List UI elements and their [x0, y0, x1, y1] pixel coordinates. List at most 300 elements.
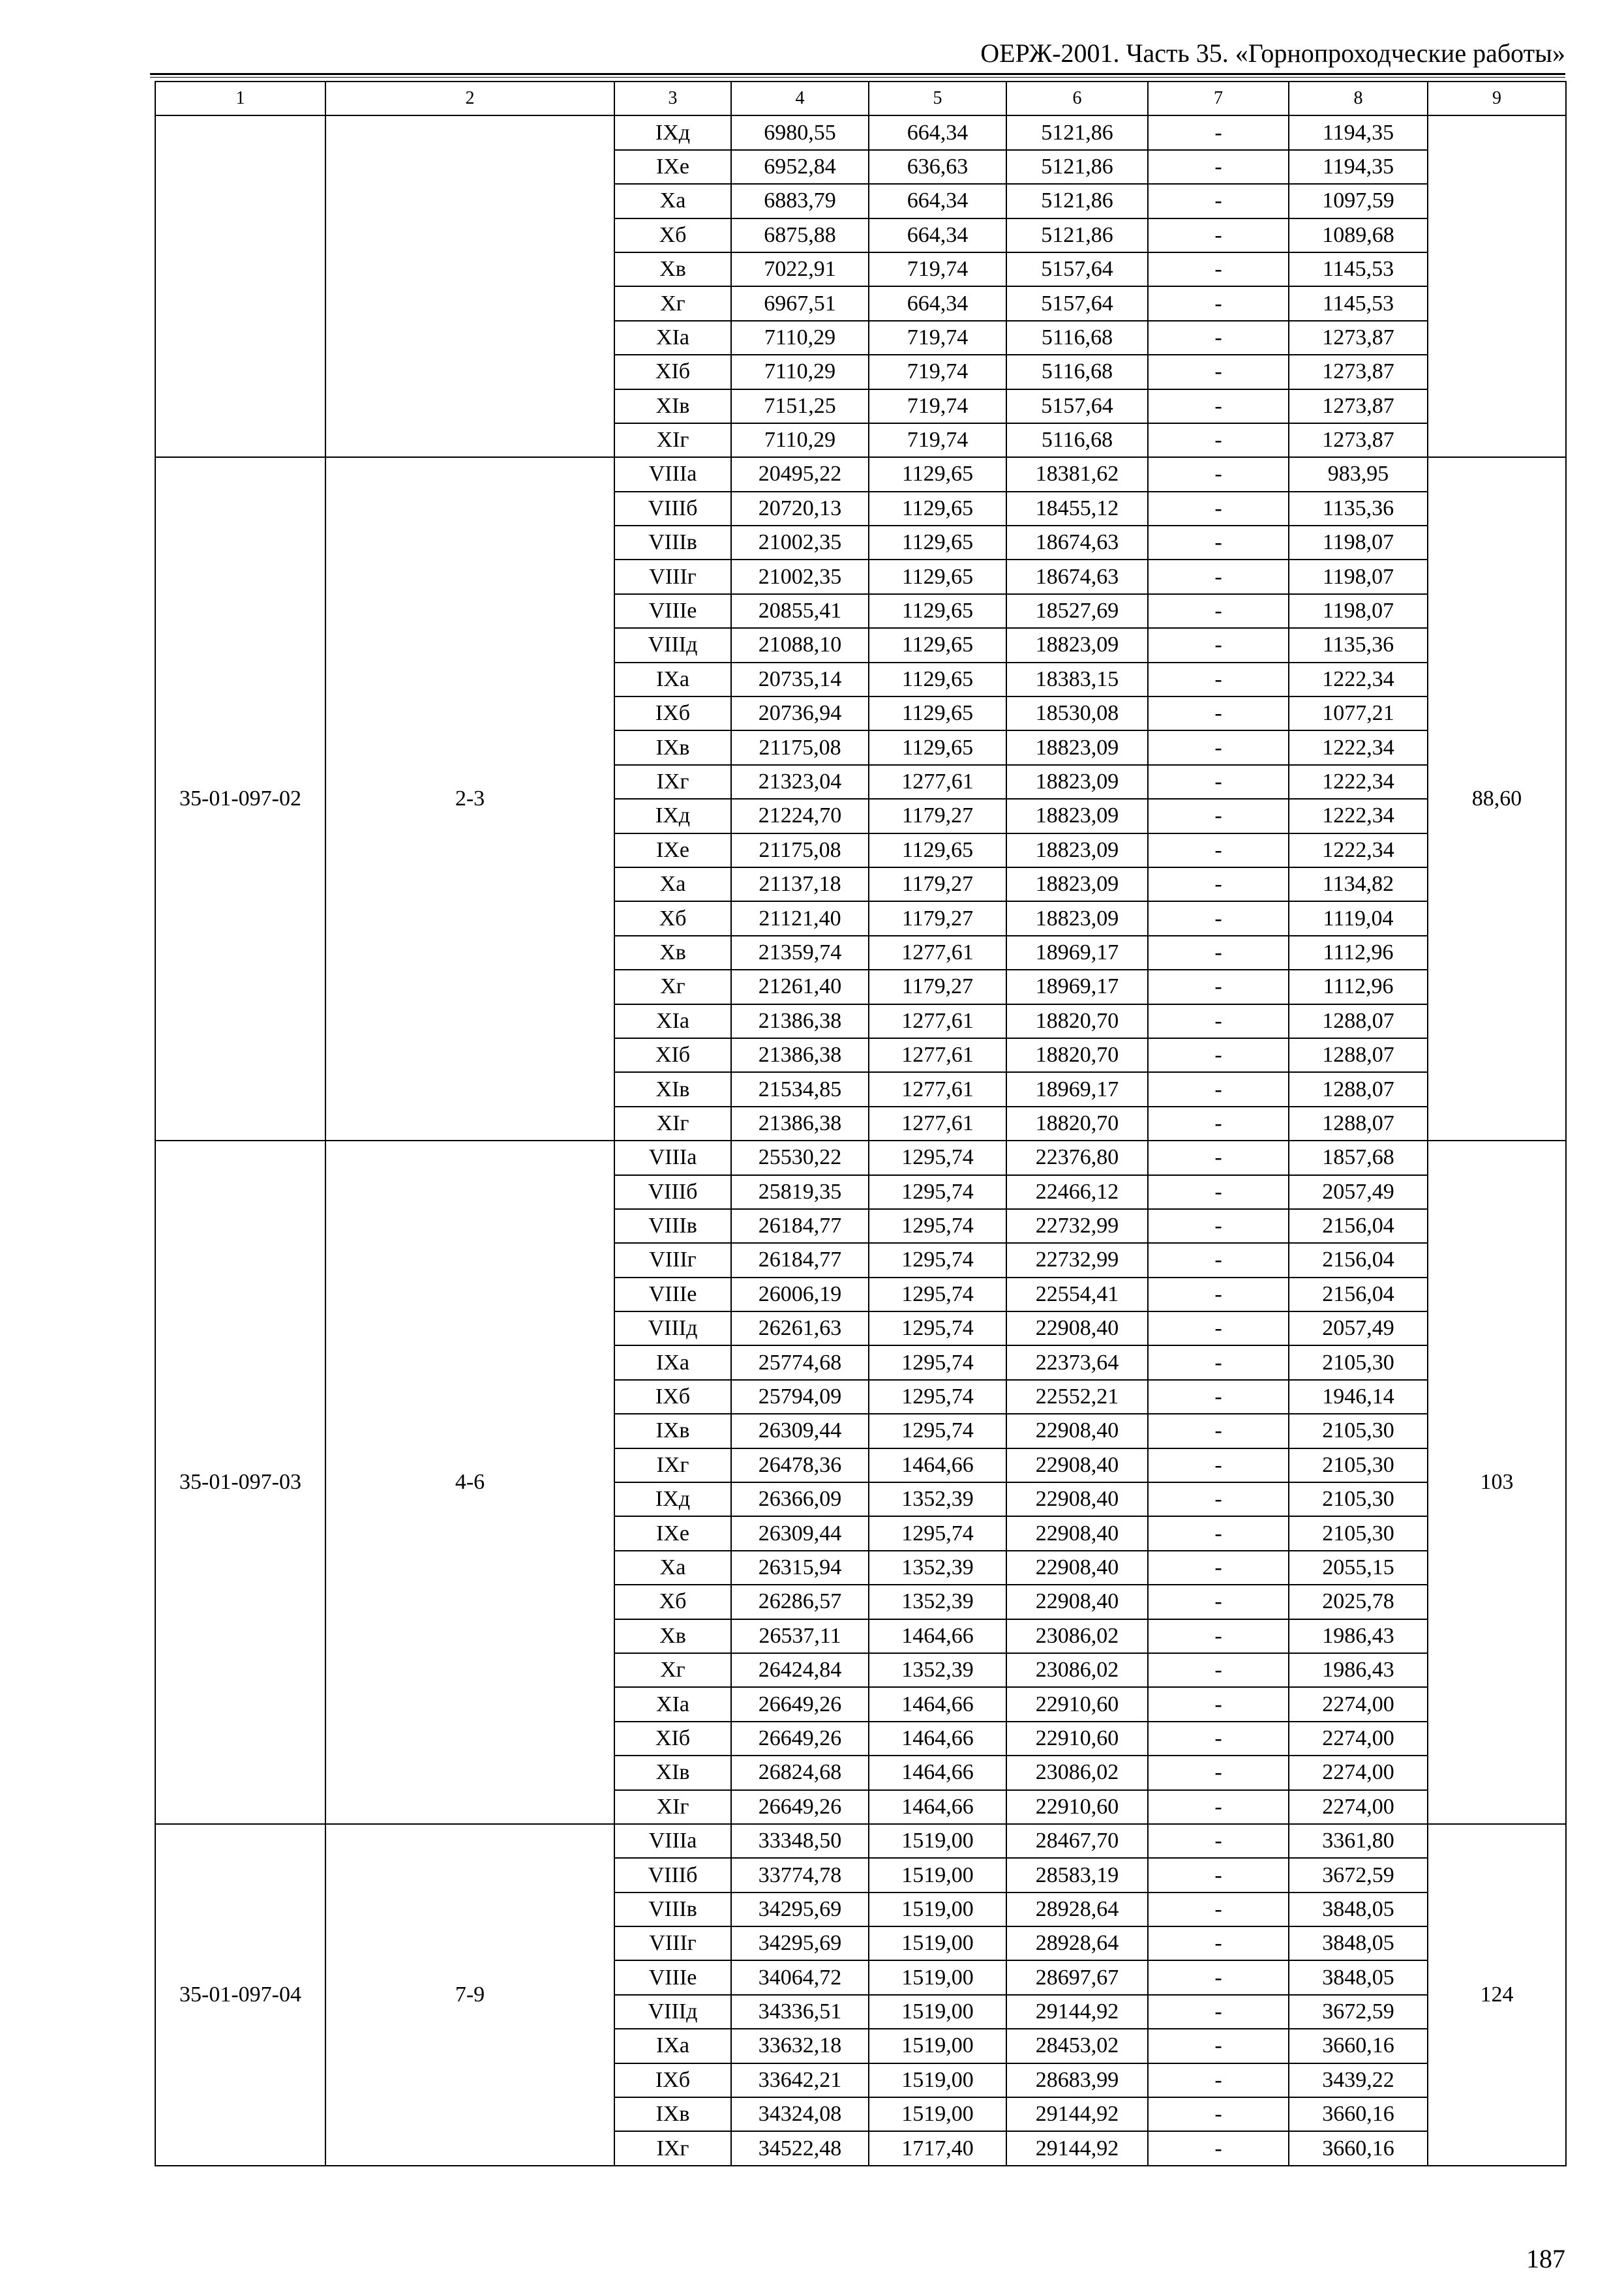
- total-cost-cell: 7110,29: [731, 321, 869, 355]
- machines-cell: 23086,02: [1006, 1653, 1148, 1687]
- col7-cell: -: [1148, 1585, 1289, 1619]
- machines-cell: 5116,68: [1006, 321, 1148, 355]
- materials-cell: 1198,07: [1289, 526, 1428, 560]
- machines-cell: 22373,64: [1006, 1345, 1148, 1379]
- col7-cell: -: [1148, 799, 1289, 833]
- materials-cell: 983,95: [1289, 457, 1428, 491]
- column-header: 7: [1148, 82, 1289, 115]
- machines-cell: 5116,68: [1006, 355, 1148, 389]
- machines-cell: 28467,70: [1006, 1824, 1148, 1858]
- wages-cell: 1295,74: [869, 1141, 1006, 1174]
- wages-cell: 1277,61: [869, 936, 1006, 970]
- wages-cell: 719,74: [869, 355, 1006, 389]
- total-cost-cell: 20495,22: [731, 457, 869, 491]
- machines-cell: 22554,41: [1006, 1278, 1148, 1311]
- materials-cell: 1857,68: [1289, 1141, 1428, 1174]
- col7-cell: -: [1148, 833, 1289, 867]
- machines-cell: 22910,60: [1006, 1687, 1148, 1721]
- total-cost-cell: 25819,35: [731, 1175, 869, 1209]
- col7-cell: -: [1148, 765, 1289, 799]
- wages-cell: 1464,66: [869, 1448, 1006, 1482]
- materials-cell: 1273,87: [1289, 389, 1428, 423]
- category-cell: XIв: [614, 389, 731, 423]
- machines-cell: 28928,64: [1006, 1893, 1148, 1926]
- col7-cell: -: [1148, 970, 1289, 1004]
- total-cost-cell: 26824,68: [731, 1756, 869, 1789]
- range-cell: [325, 115, 614, 457]
- col7-cell: -: [1148, 1858, 1289, 1892]
- materials-cell: 1135,36: [1289, 492, 1428, 526]
- column-header: 4: [731, 82, 869, 115]
- category-cell: XIг: [614, 1107, 731, 1141]
- col7-cell: -: [1148, 1790, 1289, 1824]
- category-cell: VIIIе: [614, 1960, 731, 1994]
- total-cost-cell: 26366,09: [731, 1482, 869, 1516]
- wages-cell: 1519,00: [869, 1926, 1006, 1960]
- materials-cell: 1194,35: [1289, 150, 1428, 184]
- category-cell: XIа: [614, 1004, 731, 1038]
- col7-cell: -: [1148, 1004, 1289, 1038]
- total-cost-cell: 21121,40: [731, 901, 869, 935]
- wages-cell: 664,34: [869, 115, 1006, 149]
- col7-cell: -: [1148, 184, 1289, 218]
- category-cell: XIб: [614, 355, 731, 389]
- wages-cell: 1295,74: [869, 1209, 1006, 1243]
- table-row: [155, 1141, 1566, 1174]
- wages-cell: 1129,65: [869, 492, 1006, 526]
- total-cost-cell: 34295,69: [731, 1893, 869, 1926]
- total-cost-cell: 26537,11: [731, 1619, 869, 1653]
- wages-cell: 1464,66: [869, 1790, 1006, 1824]
- wages-cell: 1129,65: [869, 833, 1006, 867]
- machines-cell: 22908,40: [1006, 1551, 1148, 1585]
- total-cost-cell: 21261,40: [731, 970, 869, 1004]
- machines-cell: 22908,40: [1006, 1448, 1148, 1482]
- col7-cell: -: [1148, 901, 1289, 935]
- materials-cell: 3660,16: [1289, 2131, 1428, 2165]
- wages-cell: 719,74: [869, 423, 1006, 457]
- wages-cell: 1464,66: [869, 1722, 1006, 1756]
- labor-cell: 124: [1428, 1824, 1566, 2166]
- col7-cell: -: [1148, 1448, 1289, 1482]
- wages-cell: 1519,00: [869, 1893, 1006, 1926]
- col7-cell: -: [1148, 218, 1289, 252]
- wages-cell: 1129,65: [869, 663, 1006, 696]
- materials-cell: 3660,16: [1289, 2097, 1428, 2131]
- category-cell: VIIIа: [614, 1824, 731, 1858]
- total-cost-cell: 21175,08: [731, 833, 869, 867]
- materials-cell: 3439,22: [1289, 2063, 1428, 2097]
- materials-cell: 1198,07: [1289, 560, 1428, 593]
- col7-cell: -: [1148, 1926, 1289, 1960]
- wages-cell: 1519,00: [869, 1824, 1006, 1858]
- materials-cell: 1119,04: [1289, 901, 1428, 935]
- wages-cell: 1129,65: [869, 696, 1006, 730]
- wages-cell: 1352,39: [869, 1482, 1006, 1516]
- materials-cell: 2105,30: [1289, 1414, 1428, 1448]
- machines-cell: 18823,09: [1006, 730, 1148, 764]
- wages-cell: 1129,65: [869, 594, 1006, 628]
- total-cost-cell: 7110,29: [731, 423, 869, 457]
- machines-cell: 18674,63: [1006, 526, 1148, 560]
- labor-cell: [1428, 115, 1566, 457]
- wages-cell: 1129,65: [869, 730, 1006, 764]
- col7-cell: -: [1148, 1687, 1289, 1721]
- category-cell: XIб: [614, 1038, 731, 1072]
- total-cost-cell: 33348,50: [731, 1824, 869, 1858]
- total-cost-cell: 25794,09: [731, 1380, 869, 1414]
- table-row: [155, 457, 1566, 491]
- category-cell: VIIIд: [614, 1995, 731, 2029]
- norm-code-cell: [155, 115, 325, 457]
- wages-cell: 1129,65: [869, 560, 1006, 593]
- materials-cell: 1986,43: [1289, 1653, 1428, 1687]
- range-cell: 4-6: [325, 1141, 614, 1824]
- col7-cell: -: [1148, 355, 1289, 389]
- materials-cell: 1946,14: [1289, 1380, 1428, 1414]
- total-cost-cell: 7151,25: [731, 389, 869, 423]
- header-divider: [150, 73, 1565, 75]
- materials-cell: 2274,00: [1289, 1687, 1428, 1721]
- total-cost-cell: 21002,35: [731, 560, 869, 593]
- total-cost-cell: 6952,84: [731, 150, 869, 184]
- total-cost-cell: 21323,04: [731, 765, 869, 799]
- wages-cell: 1464,66: [869, 1687, 1006, 1721]
- materials-cell: 1135,36: [1289, 628, 1428, 662]
- total-cost-cell: 21137,18: [731, 867, 869, 901]
- wages-cell: 1352,39: [869, 1551, 1006, 1585]
- total-cost-cell: 34324,08: [731, 2097, 869, 2131]
- total-cost-cell: 20736,94: [731, 696, 869, 730]
- materials-cell: 2105,30: [1289, 1516, 1428, 1550]
- col7-cell: -: [1148, 1653, 1289, 1687]
- total-cost-cell: 21386,38: [731, 1107, 869, 1141]
- category-cell: Xб: [614, 218, 731, 252]
- col7-cell: -: [1148, 936, 1289, 970]
- materials-cell: 3361,80: [1289, 1824, 1428, 1858]
- machines-cell: 23086,02: [1006, 1756, 1148, 1789]
- total-cost-cell: 21002,35: [731, 526, 869, 560]
- category-cell: IXд: [614, 799, 731, 833]
- materials-cell: 3660,16: [1289, 2029, 1428, 2063]
- machines-cell: 18823,09: [1006, 765, 1148, 799]
- column-header: 1: [155, 82, 325, 115]
- materials-cell: 2156,04: [1289, 1209, 1428, 1243]
- materials-cell: 1222,34: [1289, 833, 1428, 867]
- col7-cell: -: [1148, 252, 1289, 286]
- category-cell: Xг: [614, 1653, 731, 1687]
- wages-cell: 1717,40: [869, 2131, 1006, 2165]
- col7-cell: -: [1148, 628, 1289, 662]
- wages-cell: 1519,00: [869, 1995, 1006, 2029]
- wages-cell: 1277,61: [869, 1107, 1006, 1141]
- col7-cell: -: [1148, 1551, 1289, 1585]
- col7-cell: -: [1148, 1824, 1289, 1858]
- category-cell: IXа: [614, 2029, 731, 2063]
- materials-cell: 2156,04: [1289, 1278, 1428, 1311]
- machines-cell: 22908,40: [1006, 1585, 1148, 1619]
- materials-cell: 1089,68: [1289, 218, 1428, 252]
- wages-cell: 1464,66: [869, 1756, 1006, 1789]
- category-cell: VIIIв: [614, 1893, 731, 1926]
- col7-cell: -: [1148, 2097, 1289, 2131]
- total-cost-cell: 6883,79: [731, 184, 869, 218]
- column-header: 8: [1289, 82, 1428, 115]
- materials-cell: 1273,87: [1289, 423, 1428, 457]
- table-row: [155, 1824, 1566, 1858]
- category-cell: VIIIе: [614, 1278, 731, 1311]
- total-cost-cell: 21224,70: [731, 799, 869, 833]
- table-row: [155, 115, 1566, 149]
- machines-cell: 5157,64: [1006, 389, 1148, 423]
- materials-cell: 1222,34: [1289, 663, 1428, 696]
- materials-cell: 2156,04: [1289, 1243, 1428, 1277]
- col7-cell: -: [1148, 2063, 1289, 2097]
- wages-cell: 719,74: [869, 252, 1006, 286]
- materials-cell: 2025,78: [1289, 1585, 1428, 1619]
- materials-cell: 1222,34: [1289, 765, 1428, 799]
- materials-cell: 1077,21: [1289, 696, 1428, 730]
- wages-cell: 1277,61: [869, 1072, 1006, 1106]
- materials-cell: 1134,82: [1289, 867, 1428, 901]
- machines-cell: 22908,40: [1006, 1516, 1148, 1550]
- col7-cell: -: [1148, 1141, 1289, 1174]
- norm-code-cell: 35-01-097-04: [155, 1824, 325, 2166]
- machines-cell: 18823,09: [1006, 799, 1148, 833]
- total-cost-cell: 26649,26: [731, 1790, 869, 1824]
- materials-cell: 2105,30: [1289, 1448, 1428, 1482]
- labor-cell: 103: [1428, 1141, 1566, 1824]
- col7-cell: -: [1148, 1482, 1289, 1516]
- machines-cell: 22376,80: [1006, 1141, 1148, 1174]
- category-cell: IXе: [614, 150, 731, 184]
- category-cell: XIв: [614, 1072, 731, 1106]
- category-cell: IXд: [614, 1482, 731, 1516]
- category-cell: VIIIа: [614, 1141, 731, 1174]
- machines-cell: 18820,70: [1006, 1107, 1148, 1141]
- category-cell: Xг: [614, 970, 731, 1004]
- wages-cell: 1179,27: [869, 867, 1006, 901]
- materials-cell: 1145,53: [1289, 286, 1428, 320]
- category-cell: VIIIг: [614, 560, 731, 593]
- wages-cell: 1129,65: [869, 628, 1006, 662]
- wages-cell: 1295,74: [869, 1345, 1006, 1379]
- col7-cell: -: [1148, 1209, 1289, 1243]
- col7-cell: -: [1148, 1278, 1289, 1311]
- total-cost-cell: 6980,55: [731, 115, 869, 149]
- materials-cell: 2057,49: [1289, 1175, 1428, 1209]
- category-cell: IXе: [614, 1516, 731, 1550]
- wages-cell: 1464,66: [869, 1619, 1006, 1653]
- machines-cell: 5121,86: [1006, 184, 1148, 218]
- col7-cell: -: [1148, 1107, 1289, 1141]
- machines-cell: 29144,92: [1006, 2097, 1148, 2131]
- total-cost-cell: 26184,77: [731, 1243, 869, 1277]
- machines-cell: 18823,09: [1006, 901, 1148, 935]
- total-cost-cell: 26424,84: [731, 1653, 869, 1687]
- category-cell: IXа: [614, 1345, 731, 1379]
- wages-cell: 1519,00: [869, 2097, 1006, 2131]
- machines-cell: 5121,86: [1006, 218, 1148, 252]
- machines-cell: 5157,64: [1006, 286, 1148, 320]
- machines-cell: 18820,70: [1006, 1038, 1148, 1072]
- range-cell: 7-9: [325, 1824, 614, 2166]
- total-cost-cell: 26649,26: [731, 1687, 869, 1721]
- total-cost-cell: 21534,85: [731, 1072, 869, 1106]
- col7-cell: -: [1148, 1414, 1289, 1448]
- norm-code-cell: 35-01-097-02: [155, 457, 325, 1141]
- wages-cell: 1179,27: [869, 970, 1006, 1004]
- machines-cell: 18969,17: [1006, 936, 1148, 970]
- materials-cell: 2105,30: [1289, 1482, 1428, 1516]
- column-number-row: [155, 82, 1566, 115]
- materials-cell: 1273,87: [1289, 355, 1428, 389]
- category-cell: IXг: [614, 765, 731, 799]
- total-cost-cell: 26309,44: [731, 1414, 869, 1448]
- materials-cell: 3672,59: [1289, 1995, 1428, 2029]
- col7-cell: -: [1148, 1756, 1289, 1789]
- total-cost-cell: 34064,72: [731, 1960, 869, 1994]
- machines-cell: 28697,67: [1006, 1960, 1148, 1994]
- category-cell: VIIIа: [614, 457, 731, 491]
- machines-cell: 18455,12: [1006, 492, 1148, 526]
- machines-cell: 28683,99: [1006, 2063, 1148, 2097]
- machines-cell: 22910,60: [1006, 1722, 1148, 1756]
- wages-cell: 1519,00: [869, 2063, 1006, 2097]
- wages-cell: 1277,61: [869, 1004, 1006, 1038]
- total-cost-cell: 26184,77: [731, 1209, 869, 1243]
- materials-cell: 1288,07: [1289, 1004, 1428, 1038]
- category-cell: Xа: [614, 867, 731, 901]
- machines-cell: 28453,02: [1006, 2029, 1148, 2063]
- category-cell: Xв: [614, 1619, 731, 1653]
- wages-cell: 1352,39: [869, 1653, 1006, 1687]
- total-cost-cell: 34336,51: [731, 1995, 869, 2029]
- col7-cell: -: [1148, 115, 1289, 149]
- materials-cell: 3848,05: [1289, 1926, 1428, 1960]
- labor-cell: 88,60: [1428, 457, 1566, 1141]
- materials-cell: 1222,34: [1289, 730, 1428, 764]
- col7-cell: -: [1148, 492, 1289, 526]
- total-cost-cell: 20855,41: [731, 594, 869, 628]
- col7-cell: -: [1148, 730, 1289, 764]
- col7-cell: -: [1148, 389, 1289, 423]
- category-cell: XIг: [614, 423, 731, 457]
- wages-cell: 1295,74: [869, 1516, 1006, 1550]
- col7-cell: -: [1148, 1722, 1289, 1756]
- materials-cell: 1112,96: [1289, 936, 1428, 970]
- total-cost-cell: 21386,38: [731, 1004, 869, 1038]
- category-cell: VIIIг: [614, 1926, 731, 1960]
- materials-cell: 1097,59: [1289, 184, 1428, 218]
- machines-cell: 18823,09: [1006, 628, 1148, 662]
- category-cell: VIIIб: [614, 1858, 731, 1892]
- materials-cell: 1288,07: [1289, 1038, 1428, 1072]
- materials-cell: 1288,07: [1289, 1107, 1428, 1141]
- total-cost-cell: 33632,18: [731, 2029, 869, 2063]
- wages-cell: 1129,65: [869, 526, 1006, 560]
- category-cell: Xв: [614, 936, 731, 970]
- wages-cell: 1519,00: [869, 1960, 1006, 1994]
- category-cell: IXб: [614, 2063, 731, 2097]
- materials-cell: 2057,49: [1289, 1311, 1428, 1345]
- col7-cell: -: [1148, 1960, 1289, 1994]
- wages-cell: 664,34: [869, 184, 1006, 218]
- total-cost-cell: 26309,44: [731, 1516, 869, 1550]
- wages-cell: 1277,61: [869, 765, 1006, 799]
- category-cell: Xв: [614, 252, 731, 286]
- machines-cell: 5121,86: [1006, 115, 1148, 149]
- total-cost-cell: 34522,48: [731, 2131, 869, 2165]
- machines-cell: 22732,99: [1006, 1209, 1148, 1243]
- col7-cell: -: [1148, 867, 1289, 901]
- materials-cell: 1194,35: [1289, 115, 1428, 149]
- col7-cell: -: [1148, 423, 1289, 457]
- machines-cell: 29144,92: [1006, 2131, 1148, 2165]
- machines-cell: 18820,70: [1006, 1004, 1148, 1038]
- total-cost-cell: 33642,21: [731, 2063, 869, 2097]
- col7-cell: -: [1148, 2029, 1289, 2063]
- category-cell: IXв: [614, 2097, 731, 2131]
- total-cost-cell: 20735,14: [731, 663, 869, 696]
- col7-cell: -: [1148, 1619, 1289, 1653]
- col7-cell: -: [1148, 286, 1289, 320]
- machines-cell: 22908,40: [1006, 1482, 1148, 1516]
- machines-cell: 5157,64: [1006, 252, 1148, 286]
- header-divider-thin: [150, 77, 1565, 78]
- column-header: 9: [1428, 82, 1566, 115]
- total-cost-cell: 6967,51: [731, 286, 869, 320]
- category-cell: VIIIд: [614, 1311, 731, 1345]
- materials-cell: 2274,00: [1289, 1790, 1428, 1824]
- category-cell: Xб: [614, 901, 731, 935]
- category-cell: IXб: [614, 1380, 731, 1414]
- column-header: 5: [869, 82, 1006, 115]
- materials-cell: 1273,87: [1289, 321, 1428, 355]
- wages-cell: 664,34: [869, 218, 1006, 252]
- machines-cell: 18823,09: [1006, 833, 1148, 867]
- materials-cell: 1222,34: [1289, 799, 1428, 833]
- column-header: 3: [614, 82, 731, 115]
- category-cell: Xа: [614, 1551, 731, 1585]
- col7-cell: -: [1148, 526, 1289, 560]
- materials-cell: 1112,96: [1289, 970, 1428, 1004]
- materials-cell: 1288,07: [1289, 1072, 1428, 1106]
- category-cell: IXг: [614, 2131, 731, 2165]
- category-cell: VIIIб: [614, 1175, 731, 1209]
- category-cell: IXв: [614, 730, 731, 764]
- total-cost-cell: 21088,10: [731, 628, 869, 662]
- wages-cell: 1295,74: [869, 1380, 1006, 1414]
- category-cell: IXа: [614, 663, 731, 696]
- materials-cell: 3672,59: [1289, 1858, 1428, 1892]
- wages-cell: 1129,65: [869, 457, 1006, 491]
- wages-cell: 1519,00: [869, 1858, 1006, 1892]
- category-cell: Xб: [614, 1585, 731, 1619]
- materials-cell: 3848,05: [1289, 1893, 1428, 1926]
- materials-cell: 2274,00: [1289, 1756, 1428, 1789]
- wages-cell: 1352,39: [869, 1585, 1006, 1619]
- total-cost-cell: 26478,36: [731, 1448, 869, 1482]
- total-cost-cell: 21359,74: [731, 936, 869, 970]
- wages-cell: 1277,61: [869, 1038, 1006, 1072]
- total-cost-cell: 7022,91: [731, 252, 869, 286]
- category-cell: Xа: [614, 184, 731, 218]
- machines-cell: 22466,12: [1006, 1175, 1148, 1209]
- machines-cell: 18381,62: [1006, 457, 1148, 491]
- total-cost-cell: 21175,08: [731, 730, 869, 764]
- category-cell: XIа: [614, 1687, 731, 1721]
